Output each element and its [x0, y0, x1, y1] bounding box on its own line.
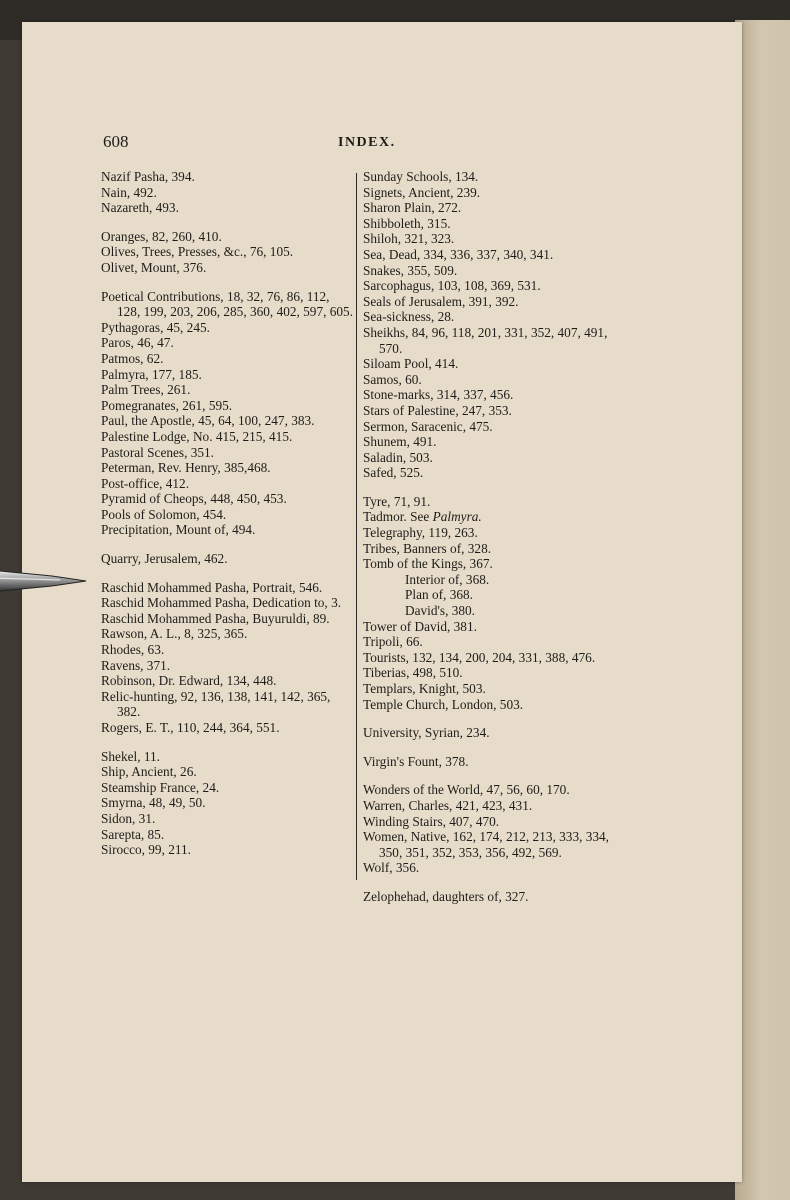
index-group-q [101, 551, 355, 567]
index-entry: Palestine Lodge, No. 415, 215, 415. [101, 428, 293, 444]
index-group-p [101, 289, 355, 539]
index-entry: Tiberias, 498, 510. [363, 665, 463, 681]
index-entry: Safed, 525. [363, 465, 424, 481]
index-group-o [101, 229, 355, 276]
index-entry: Winding Stairs, 407, 470. [363, 813, 500, 829]
index-entry: Samos, 60. [363, 371, 422, 387]
index-entry-tadmor [363, 509, 609, 525]
index-entry: Pastoral Scenes, 351. [101, 444, 215, 460]
index-entry: Relic-hunting, 92, 136, 138, 141, 142, 365, 382. [101, 688, 331, 720]
tadmor-text: Tadmor. See [363, 509, 433, 525]
index-entry: Olives, Trees, Presses, &c., 76, 105. [101, 244, 294, 260]
index-entry: Tomb of the Kings, 367. [363, 556, 493, 572]
index-entry: Virgin's Fount, 378. [363, 753, 469, 769]
index-entry: Saladin, 503. [363, 449, 433, 465]
index-entry: Snakes, 355, 509. [363, 262, 458, 278]
index-entry: Nazif Pasha, 394. [101, 169, 195, 184]
index-entry: Rawson, A. L., 8, 325, 365. [101, 626, 248, 642]
index-entry: Precipitation, Mount of, 494. [101, 522, 256, 538]
index-entry: Robinson, Dr. Edward, 134, 448. [101, 673, 277, 689]
index-entry: Sharon Plain, 272. [363, 200, 462, 216]
page-number: 608 [103, 132, 129, 151]
index-column-right [363, 169, 609, 918]
index-entry: Zelophehad, daughters of, 327. [363, 888, 529, 904]
index-entry: Post-office, 412. [101, 475, 190, 491]
index-entry: Sea, Dead, 334, 336, 337, 340, 341. [363, 246, 554, 262]
index-group-s-left [101, 749, 355, 858]
index-entry: Steamship France, 24. [101, 779, 220, 795]
index-subentry: David's, 380. [405, 603, 475, 619]
index-entry: Stone-marks, 314, 337, 456. [363, 387, 514, 403]
index-entry: Patmos, 62. [101, 350, 164, 366]
index-entry: Sheikhs, 84, 96, 118, 201, 331, 352, 407, 491, 570. [363, 324, 608, 356]
index-entry: Siloam Pool, 414. [363, 356, 459, 372]
index-entry: Raschid Mohammed Pasha, Buyuruldi, 89. [101, 610, 330, 626]
index-entry: Raschid Mohammed Pasha, Dedication to, 3. [101, 595, 342, 611]
index-entry: Nazareth, 493. [101, 200, 179, 216]
index-entry: Rogers, E. T., 110, 244, 364, 551. [101, 720, 280, 735]
index-entry: Nain, 492. [101, 184, 157, 200]
index-entry: Wonders of the World, 47, 56, 60, 170. [363, 782, 570, 798]
index-entry: Sunday Schools, 134. [363, 169, 479, 184]
index-entry: Shibboleth, 315. [363, 215, 451, 231]
index-entry: Signets, Ancient, 239. [363, 184, 481, 200]
index-entry: Tourists, 132, 134, 200, 204, 331, 388, 476. [363, 649, 596, 665]
index-group-s-right [363, 169, 609, 481]
index-entry: Temple Church, London, 503. [363, 696, 524, 712]
index-entry: Peterman, Rev. Henry, 385,468. [101, 460, 271, 476]
index-entry: Palm Trees, 261. [101, 382, 191, 398]
index-entry: Tyre, 71, 91. [363, 493, 431, 509]
index-entry: Sarepta, 85. [101, 826, 165, 842]
index-entry: Shekel, 11. [101, 748, 160, 764]
index-subentry: Interior of, 368. [405, 571, 490, 587]
index-entry: University, Syrian, 234. [363, 725, 490, 741]
index-group-n [101, 169, 355, 216]
index-entry: Tribes, Banners of, 328. [363, 540, 492, 556]
index-group-w [363, 782, 609, 876]
index-entry: Smyrna, 48, 49, 50. [101, 795, 206, 811]
index-entry: Poetical Contributions, 18, 32, 76, 86, 112, 128, 199, 203, 206, 285, 360, 402, 597, 605. [101, 288, 354, 320]
index-entry: Olivet, Mount, 376. [101, 259, 207, 275]
index-entry: Paul, the Apostle, 45, 64, 100, 247, 383. [101, 413, 315, 429]
index-group-r [101, 580, 355, 736]
index-group-u [363, 725, 609, 741]
index-entry: Wolf, 356. [363, 860, 420, 876]
index-entry: Telegraphy, 119, 263. [363, 525, 478, 541]
index-entry: Templars, Knight, 503. [363, 681, 486, 696]
index-entry: Warren, Charles, 421, 423, 431. [363, 797, 533, 813]
index-entry: Palmyra, 177, 185. [101, 366, 202, 382]
index-entry: Tripoli, 66. [363, 634, 423, 650]
index-entry: Rhodes, 63. [101, 642, 165, 658]
index-entry: Paros, 46, 47. [101, 335, 174, 351]
column-divider [356, 173, 357, 880]
index-entry: Tower of David, 381. [363, 618, 477, 634]
index-entry: Sirocco, 99, 211. [101, 842, 191, 858]
index-entry: Oranges, 82, 260, 410. [101, 228, 222, 244]
index-entry: Pyramid of Cheops, 448, 450, 453. [101, 491, 287, 507]
index-entry: Pools of Solomon, 454. [101, 506, 227, 522]
index-entry: Shunem, 491. [363, 434, 437, 450]
index-entry: Sea-sickness, 28. [363, 309, 455, 325]
index-group-v [363, 754, 609, 770]
index-entry: Sarcophagus, 103, 108, 369, 531. [363, 278, 541, 294]
index-entry: Stars of Palestine, 247, 353. [363, 402, 512, 418]
tadmor-see-reference: Palmyra. [432, 509, 482, 525]
index-entry: Ravens, 371. [101, 657, 171, 673]
index-entry: Ship, Ancient, 26. [101, 764, 197, 780]
index-entry: Quarry, Jerusalem, 462. [101, 551, 228, 567]
index-group-z [363, 889, 609, 905]
index-entry: Women, Native, 162, 174, 212, 213, 333, 334, 350, 351, 352, 353, 356, 492, 569. [363, 829, 610, 860]
running-head: INDEX. [338, 135, 396, 150]
index-column-left [101, 169, 355, 871]
index-group-t [363, 494, 609, 712]
index-subentry: Plan of, 368. [405, 587, 473, 603]
index-entry: Sermon, Saracenic, 475. [363, 418, 493, 434]
index-entry: Pomegranates, 261, 595. [101, 397, 233, 413]
next-page-edge [735, 20, 790, 1200]
index-entry: Shiloh, 321, 323. [363, 231, 455, 247]
index-entry: Seals of Jerusalem, 391, 392. [363, 293, 519, 309]
index-entry: Raschid Mohammed Pasha, Portrait, 546. [101, 579, 323, 595]
pen-pointer [0, 564, 90, 598]
index-entry: Pythagoras, 45, 245. [101, 319, 210, 335]
index-entry: Sidon, 31. [101, 810, 156, 826]
